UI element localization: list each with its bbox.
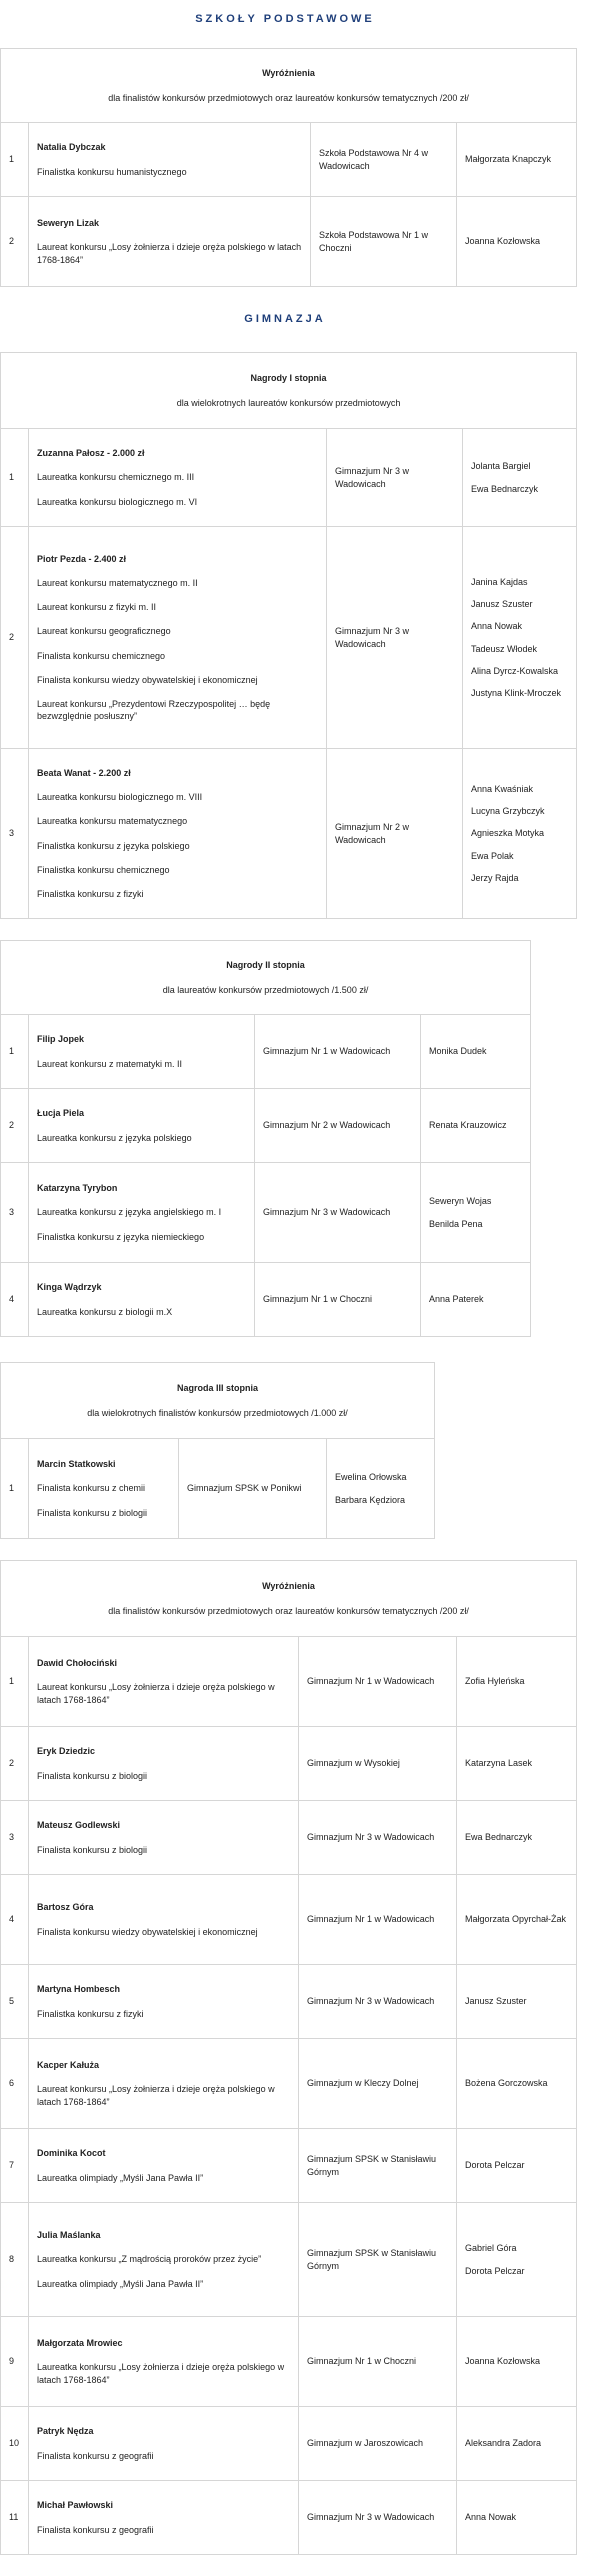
table-subtitle: dla wielokrotnych laureatów konkursów przedmiotowych bbox=[176, 397, 401, 408]
student-cell bbox=[29, 1801, 299, 1875]
student-cell bbox=[29, 1439, 179, 1539]
teacher-name: Justyna Klink-Mroczek bbox=[471, 687, 562, 698]
student-name: Piotr Pezda - 2.400 zł bbox=[37, 553, 127, 564]
school-name: Gimnazjum Nr 1 w Choczni bbox=[255, 1263, 421, 1337]
student-cell bbox=[29, 2317, 299, 2407]
school-name: Gimnazjum Nr 3 w Wadowicach bbox=[255, 1163, 421, 1263]
teacher-name: Zofia Hyleńska bbox=[465, 1676, 525, 1687]
school-name: Szkoła Podstawowa Nr 4 w Wadowicach bbox=[311, 123, 457, 197]
table-row bbox=[1, 1089, 531, 1163]
row-number: 3 bbox=[1, 1163, 29, 1263]
student-name: Natalia Dybczak bbox=[37, 142, 106, 153]
table-row bbox=[1, 2317, 577, 2407]
teacher-name: Seweryn Wojas bbox=[429, 1196, 492, 1207]
teacher-cell bbox=[457, 1965, 577, 2039]
row-number: 5 bbox=[1, 1965, 29, 2039]
table-header bbox=[1, 1363, 435, 1439]
achievement-line: Laureatka konkursu „Losy żołnierza i dzieje oręża polskiego w latach 1768-1864” bbox=[37, 2362, 285, 2385]
teacher-name: Małgorzata Opyrchał-Żak bbox=[465, 1914, 567, 1925]
row-number: 1 bbox=[1, 1015, 29, 1089]
table-row bbox=[1, 1801, 577, 1875]
table-row bbox=[1, 1637, 577, 1727]
achievement-line: Laureat konkursu „Losy żołnierza i dzieje oręża polskiego w latach 1768-1864” bbox=[37, 242, 302, 265]
student-name: Katarzyna Tyrybon bbox=[37, 1183, 118, 1194]
table-row bbox=[1, 1163, 531, 1263]
teacher-name: Jolanta Bargiel bbox=[471, 461, 531, 472]
teacher-name: Janusz Szuster bbox=[471, 599, 533, 610]
student-name: Zuzanna Pałosz - 2.000 zł bbox=[37, 448, 145, 459]
table-title: Nagroda III stopnia bbox=[176, 1383, 258, 1394]
school-name: Gimnazjum SPSK w Stanisławiu Górnym bbox=[299, 2129, 457, 2203]
table-row bbox=[1, 1875, 577, 1965]
school-name: Szkoła Podstawowa Nr 1 w Choczni bbox=[311, 197, 457, 287]
teacher-cell bbox=[457, 1801, 577, 1875]
student-name: Mateusz Godlewski bbox=[37, 1820, 121, 1831]
achievement-line: Laureatka konkursu „Z mądrością proroków przez życie” bbox=[37, 2254, 262, 2265]
achievement-line: Finalista konkursu z chemii bbox=[37, 1483, 146, 1494]
teacher-cell bbox=[457, 123, 577, 197]
student-cell bbox=[29, 2481, 299, 2555]
table-row bbox=[1, 1439, 435, 1539]
teacher-name: Joanna Kozłowska bbox=[465, 2356, 541, 2367]
table-header bbox=[1, 49, 577, 123]
teacher-name: Anna Nowak bbox=[471, 621, 523, 632]
achievement-line: Laureatka olimpiady „Myśli Jana Pawła II” bbox=[37, 2278, 204, 2289]
student-name: Eryk Dziedzic bbox=[37, 1746, 96, 1757]
achievement-line: Finalistka konkursu humanistycznego bbox=[37, 166, 187, 177]
teacher-name: Bożena Gorczowska bbox=[465, 2078, 548, 2089]
teacher-cell bbox=[421, 1263, 531, 1337]
table-title: Nagrody I stopnia bbox=[250, 373, 327, 384]
school-name: Gimnazjum Nr 1 w Wadowicach bbox=[255, 1015, 421, 1089]
award-table bbox=[0, 48, 577, 287]
row-number: 2 bbox=[1, 1089, 29, 1163]
teacher-cell bbox=[457, 2039, 577, 2129]
achievement-line: Finalista konkursu wiedzy obywatelskiej i ekonomicznej bbox=[37, 1926, 258, 1937]
achievement-line: Laureatka konkursu z języka angielskiego m. I bbox=[37, 1207, 222, 1218]
student-cell bbox=[29, 1015, 255, 1089]
teacher-name: Lucyna Grzybczyk bbox=[471, 806, 545, 817]
row-number: 9 bbox=[1, 2317, 29, 2407]
student-cell bbox=[29, 749, 327, 919]
student-name: Filip Jopek bbox=[37, 1034, 85, 1045]
achievement-line: Laureat konkursu z fizyki m. II bbox=[37, 602, 157, 613]
student-name: Łucja Piela bbox=[37, 1108, 85, 1119]
row-number: 2 bbox=[1, 197, 29, 287]
row-number: 10 bbox=[1, 2407, 29, 2481]
row-number: 1 bbox=[1, 429, 29, 527]
award-table bbox=[0, 352, 577, 919]
achievement-line: Laureatka konkursu z języka polskiego bbox=[37, 1132, 192, 1143]
teacher-cell bbox=[421, 1015, 531, 1089]
table-header bbox=[1, 941, 531, 1015]
teacher-name: Anna Nowak bbox=[465, 2512, 517, 2523]
table-header-row bbox=[1, 1561, 577, 1637]
table-row bbox=[1, 2481, 577, 2555]
achievement-line: Laureatka konkursu biologicznego m. VI bbox=[37, 496, 198, 507]
teacher-name: Renata Krauzowicz bbox=[429, 1120, 507, 1131]
student-name: Dominika Kocot bbox=[37, 2148, 106, 2159]
school-name: Gimnazjum Nr 3 w Wadowicach bbox=[299, 2481, 457, 2555]
student-name: Dawid Chołociński bbox=[37, 1658, 118, 1669]
achievement-line: Laureat konkursu „Prezydentowi Rzeczypospolitej … będę bezwzględnie posłuszny” bbox=[37, 698, 271, 721]
school-name: Gimnazjum w Jaroszowicach bbox=[299, 2407, 457, 2481]
achievement-line: Laureatka konkursu biologicznego m. VIII bbox=[37, 792, 203, 803]
row-number: 4 bbox=[1, 1263, 29, 1337]
achievement-line: Finalistka konkursu z języka niemieckiego bbox=[37, 1231, 205, 1242]
table-header-row bbox=[1, 49, 577, 123]
table-subtitle: dla laureatów konkursów przedmiotowych /1.500 zł/ bbox=[162, 984, 369, 995]
table-subtitle: dla finalistów konkursów przedmiotowych oraz laureatów konkursów tematycznych /200 zł/ bbox=[108, 1605, 469, 1616]
teacher-name: Ewelina Orłowska bbox=[335, 1472, 407, 1483]
student-name: Seweryn Lizak bbox=[37, 218, 100, 229]
teacher-name: Ewa Polak bbox=[471, 850, 514, 861]
teacher-cell bbox=[457, 2407, 577, 2481]
teacher-name: Gabriel Góra bbox=[465, 2243, 517, 2254]
student-name: Julia Maślanka bbox=[37, 2230, 101, 2241]
achievement-line: Finalistka konkursu chemicznego bbox=[37, 864, 170, 875]
student-name: Michał Pawłowski bbox=[37, 2500, 114, 2511]
award-table bbox=[0, 1362, 435, 1539]
student-cell bbox=[29, 197, 311, 287]
teacher-cell bbox=[421, 1089, 531, 1163]
teacher-name: Aleksandra Zadora bbox=[465, 2438, 542, 2449]
award-table bbox=[0, 940, 531, 1337]
row-number: 1 bbox=[1, 1637, 29, 1727]
achievement-line: Laureat konkursu „Losy żołnierza i dzieje oręża polskiego w latach 1768-1864” bbox=[37, 1682, 275, 1705]
table-row bbox=[1, 1015, 531, 1089]
achievement-line: Laureatka konkursu chemicznego m. III bbox=[37, 472, 195, 483]
table-row bbox=[1, 197, 577, 287]
student-name: Martyna Hombesch bbox=[37, 1984, 121, 1995]
school-name: Gimnazjum Nr 1 w Wadowicach bbox=[299, 1875, 457, 1965]
achievement-line: Finalista konkursu chemicznego bbox=[37, 650, 166, 661]
student-cell bbox=[29, 429, 327, 527]
table-row bbox=[1, 527, 577, 749]
school-name: Gimnazjum Nr 3 w Wadowicach bbox=[299, 1801, 457, 1875]
achievement-line: Laureat konkursu z matematyki m. II bbox=[37, 1058, 183, 1069]
student-cell bbox=[29, 1727, 299, 1801]
student-cell bbox=[29, 2203, 299, 2317]
student-cell bbox=[29, 1263, 255, 1337]
teacher-cell bbox=[457, 1875, 577, 1965]
teacher-name: Monika Dudek bbox=[429, 1046, 487, 1057]
table-row bbox=[1, 1263, 531, 1337]
table-row bbox=[1, 429, 577, 527]
teacher-cell bbox=[327, 1439, 435, 1539]
achievement-line: Finalista konkursu z biologii bbox=[37, 1844, 148, 1855]
school-name: Gimnazjum w Wysokiej bbox=[299, 1727, 457, 1801]
teacher-name: Małgorzata Knapczyk bbox=[465, 154, 552, 165]
table-header-row bbox=[1, 1363, 435, 1439]
student-name: Małgorzata Mrowiec bbox=[37, 2338, 123, 2349]
student-cell bbox=[29, 1163, 255, 1263]
achievement-line: Laureat konkursu geograficznego bbox=[37, 626, 171, 637]
teacher-name: Katarzyna Lasek bbox=[465, 1758, 533, 1769]
teacher-name: Dorota Pelczar bbox=[465, 2265, 525, 2276]
table-title: Wyróżnienia bbox=[262, 68, 315, 79]
table-subtitle: dla wielokrotnych finalistów konkursów przedmiotowych /1.000 zł/ bbox=[87, 1407, 348, 1418]
achievement-line: Finalista konkursu z geografii bbox=[37, 2524, 154, 2535]
teacher-name: Benilda Pena bbox=[429, 1218, 483, 1229]
achievement-line: Finalistka konkursu z fizyki bbox=[37, 2008, 144, 2019]
teacher-name: Dorota Pelczar bbox=[465, 2160, 525, 2171]
section-title-gymnasium: GIMNAZJA bbox=[244, 313, 326, 325]
table-row bbox=[1, 123, 577, 197]
teacher-name: Agnieszka Motyka bbox=[471, 828, 545, 839]
student-cell bbox=[29, 2039, 299, 2129]
student-cell bbox=[29, 527, 327, 749]
achievement-line: Finalistka konkursu z fizyki bbox=[37, 888, 144, 899]
achievement-line: Finalista konkursu z biologii bbox=[37, 1770, 148, 1781]
student-cell bbox=[29, 1965, 299, 2039]
school-name: Gimnazjum Nr 3 w Wadowicach bbox=[327, 527, 463, 749]
student-cell bbox=[29, 1637, 299, 1727]
school-name: Gimnazjum Nr 1 w Wadowicach bbox=[299, 1637, 457, 1727]
achievement-line: Laureat konkursu matematycznego m. II bbox=[37, 578, 198, 589]
achievement-line: Finalistka konkursu z języka polskiego bbox=[37, 840, 190, 851]
school-name: Gimnazjum SPSK w Stanisławiu Górnym bbox=[299, 2203, 457, 2317]
teacher-cell bbox=[457, 1727, 577, 1801]
row-number: 7 bbox=[1, 2129, 29, 2203]
achievement-line: Laureatka konkursu z biologii m.X bbox=[37, 1306, 173, 1317]
achievement-line: Laureatka konkursu matematycznego bbox=[37, 816, 188, 827]
teacher-name: Tadeusz Włodek bbox=[471, 643, 538, 654]
table-title: Wyróżnienia bbox=[262, 1581, 315, 1592]
teacher-name: Joanna Kozłowska bbox=[465, 236, 541, 247]
teacher-cell bbox=[421, 1163, 531, 1263]
row-number: 2 bbox=[1, 1727, 29, 1801]
school-name: Gimnazjum Nr 3 w Wadowicach bbox=[327, 429, 463, 527]
school-name: Gimnazjum Nr 2 w Wadowicach bbox=[255, 1089, 421, 1163]
row-number: 3 bbox=[1, 1801, 29, 1875]
student-name: Bartosz Góra bbox=[37, 1902, 94, 1913]
teacher-name: Ewa Bednarczyk bbox=[465, 1832, 533, 1843]
teacher-name: Anna Kwaśniak bbox=[471, 784, 534, 795]
table-row bbox=[1, 2203, 577, 2317]
student-cell bbox=[29, 2129, 299, 2203]
teacher-cell bbox=[457, 2317, 577, 2407]
teacher-cell bbox=[457, 2481, 577, 2555]
student-cell bbox=[29, 1089, 255, 1163]
table-header bbox=[1, 1561, 577, 1637]
teacher-name: Janusz Szuster bbox=[465, 1996, 527, 2007]
teacher-cell bbox=[457, 1637, 577, 1727]
teacher-name: Jerzy Rajda bbox=[471, 872, 519, 883]
teacher-cell bbox=[457, 197, 577, 287]
teacher-cell bbox=[463, 429, 577, 527]
row-number: 1 bbox=[1, 1439, 29, 1539]
section-title-primary: SZKOŁY PODSTAWOWE bbox=[195, 13, 375, 25]
table-row bbox=[1, 2407, 577, 2481]
teacher-name: Ewa Bednarczyk bbox=[471, 483, 539, 494]
table-title: Nagrody II stopnia bbox=[226, 960, 305, 971]
table-header-row bbox=[1, 941, 531, 1015]
achievement-line: Laureatka olimpiady „Myśli Jana Pawła II” bbox=[37, 2172, 204, 2183]
student-name: Patryk Nędza bbox=[37, 2426, 94, 2437]
table-row bbox=[1, 1965, 577, 2039]
row-number: 1 bbox=[1, 123, 29, 197]
row-number: 6 bbox=[1, 2039, 29, 2129]
row-number: 8 bbox=[1, 2203, 29, 2317]
teacher-name: Alina Dyrcz-Kowalska bbox=[471, 665, 559, 676]
achievement-line: Finalista konkursu wiedzy obywatelskiej i ekonomicznej bbox=[37, 674, 258, 685]
student-name: Kinga Wądrzyk bbox=[37, 1282, 102, 1293]
school-name: Gimnazjum Nr 3 w Wadowicach bbox=[299, 1965, 457, 2039]
table-row bbox=[1, 2039, 577, 2129]
school-name: Gimnazjum SPSK w Ponikwi bbox=[179, 1439, 327, 1539]
teacher-name: Anna Paterek bbox=[429, 1294, 484, 1305]
teacher-name: Barbara Kędziora bbox=[335, 1494, 406, 1505]
achievement-line: Finalista konkursu z geografii bbox=[37, 2450, 154, 2461]
student-name: Marcin Statkowski bbox=[37, 1459, 116, 1470]
student-cell bbox=[29, 1875, 299, 1965]
row-number: 3 bbox=[1, 749, 29, 919]
row-number: 11 bbox=[1, 2481, 29, 2555]
row-number: 2 bbox=[1, 527, 29, 749]
achievement-line: Finalista konkursu z biologii bbox=[37, 1507, 148, 1518]
teacher-cell bbox=[463, 749, 577, 919]
student-name: Beata Wanat - 2.200 zł bbox=[37, 768, 131, 779]
student-cell bbox=[29, 2407, 299, 2481]
student-name: Kacper Kałuża bbox=[37, 2060, 100, 2071]
achievement-line: Laureat konkursu „Losy żołnierza i dzieje oręża polskiego w latach 1768-1864” bbox=[37, 2084, 275, 2107]
table-row bbox=[1, 2129, 577, 2203]
table-header-row bbox=[1, 353, 577, 429]
table-row bbox=[1, 749, 577, 919]
teacher-cell bbox=[457, 2129, 577, 2203]
teacher-name: Janina Kajdas bbox=[471, 577, 528, 588]
teacher-cell bbox=[457, 2203, 577, 2317]
table-row bbox=[1, 1727, 577, 1801]
table-header bbox=[1, 353, 577, 429]
school-name: Gimnazjum Nr 1 w Choczni bbox=[299, 2317, 457, 2407]
school-name: Gimnazjum Nr 2 w Wadowicach bbox=[327, 749, 463, 919]
student-cell bbox=[29, 123, 311, 197]
row-number: 4 bbox=[1, 1875, 29, 1965]
teacher-cell bbox=[463, 527, 577, 749]
table-subtitle: dla finalistów konkursów przedmiotowych oraz laureatów konkursów tematycznych /200 zł/ bbox=[108, 92, 469, 103]
award-table bbox=[0, 1560, 577, 2555]
school-name: Gimnazjum w Kleczy Dolnej bbox=[299, 2039, 457, 2129]
